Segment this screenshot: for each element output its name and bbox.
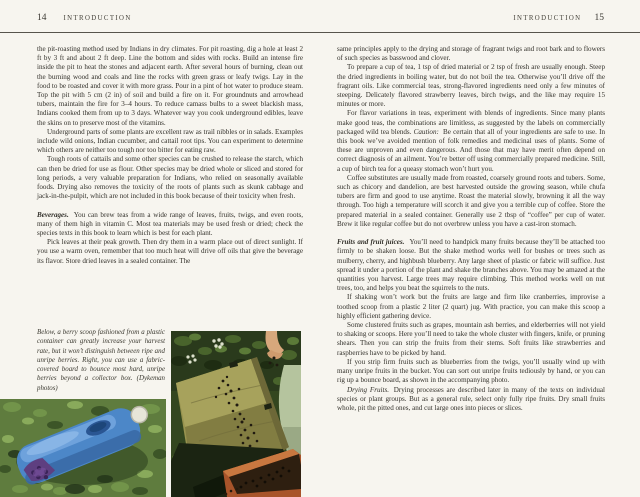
photo-berry-scoop bbox=[0, 399, 166, 497]
body-text: Drying processes are described later in many of the texts on individual species or plant groups. But as a general rule, select only fully ripe fruits. Dry small fruits whole, pit the pitted ones, and cut large ones into pieces or slices. bbox=[337, 385, 605, 412]
run-in-head: Fruits and fruit juices. bbox=[337, 238, 405, 247]
paragraph bbox=[337, 358, 605, 386]
header-rule bbox=[0, 32, 640, 33]
body-text: Tough roots of cattails and some other species can be crushed to release the starch, which can then be dried for use as flour. Other species may be dried whole or sliced and stored for long periods, a very valuable preparation for Indians, who relied on seasonally available foods. Drying also removes the toxicity of the roots of plants such as skunk cabbage and jack-in-the-pulpit, which are not included in this book because of their toxicity when fresh. bbox=[37, 155, 303, 201]
body-text: If you strip firm fruits such as blueberries from the twigs, you’ll usually wind up with many unripe fruits in the bucket. You can sort out unripe fruits tediously by hand, or you can rig up a bounce board, as shown in the accompanying photo. bbox=[337, 357, 605, 385]
paragraph bbox=[37, 128, 303, 156]
left-page-text-column bbox=[37, 45, 303, 266]
body-text: Coffee substitutes are usually made from roasted, coarsely ground roots and tubers. Some, such as chicory and dandelion, are best harvested outside the growing season, while chufa tubers are firm and good to use anytime. Roast the material slowly, browning it all the way through. Too high a temperature will scorch it and give you a terrible cup of coffee. Store the prepared material in a sealed container. Generally use 2 tbsp of “coffee” per cup of water. Brew it like regular coffee but do not overbrew unless you have a cast-iron stomach. bbox=[337, 173, 605, 228]
body-text: same principles apply to the drying and storage of fragrant twigs and root bark and to flowers of such species as basswood and clover. bbox=[337, 45, 605, 63]
body-text: Be certain that all of your ingredients are safe to use. In this book we’ve avoided mention of folk remedies and medicinal uses of plants. Some of these are unproven and even dangerous. And those that may have merit often depend on correct diagnosis of an ailment. You’re better off using commercially prepared medicine. Still, a cup of birch tea for a queasy stomach won’t hurt you. bbox=[337, 127, 605, 173]
body-text: If shaking won’t work but the fruits are large and firm like cranberries, improvise a toothed scoop from a plastic 2 liter (2 quart) jug. With practice, you can make this scoop a highly efficient gathering device. bbox=[337, 293, 605, 320]
photo-caption: Below, a berry scoop fashioned from a plastic container can greatly increase your harvest rate, but it won’t distinguish between ripe and unripe berries. Right, you can use a fabric-covered board to bounce most hard, unripe berries beyond a collector box. (Dykeman photos) bbox=[37, 329, 165, 392]
run-in-head: Drying Fruits. bbox=[347, 385, 389, 394]
run-in-head: Caution: bbox=[413, 127, 439, 136]
body-text: You’ll need to handpick many fruits because they’ll be attached too firmly to be shaken loose. But the shake method works well for bushes or trees such as mulberry, cherry, and highbush blueberry. Any large sheet of plastic or fabric will suffice. Just spread it under a portion of the plant and shake the branches above. You may be amazed at the quantities you harvest. Large trees may require climbing. This method works well on nut trees, too, and helps you beat the squirrels to the nuts. bbox=[337, 238, 605, 293]
paragraph bbox=[337, 238, 605, 293]
paragraph bbox=[337, 386, 605, 414]
page-number-right: 15 bbox=[594, 13, 604, 23]
page-header-left bbox=[37, 13, 132, 23]
paragraph bbox=[37, 155, 303, 201]
body-text: You can brew teas from a wide range of leaves, fruits, twigs, and even roots, many of them high in vitamin C. Most tea materials may be used fresh or dried; check the species texts in this book to learn which is best for each plant. bbox=[37, 210, 303, 238]
body-text: To prepare a cup of tea, 1 tsp of dried material or 2 tsp of fresh are usually enough. Steep the dried ingredients in boiling water, but do not boil the tea. Otherwise you’ll drive off the fragrant oils. Like commercial teas, strong-flavored ingredients need only a few minutes of steeping. Delicately flavored strawberry leaves, birch twigs, and the like may require 15 minutes or more. bbox=[337, 63, 605, 109]
page-header-right bbox=[513, 13, 604, 23]
paragraph bbox=[337, 45, 605, 63]
body-text: Pick leaves at their peak growth. Then dry them in a warm place out of direct sunlight. If you use a warm oven, remember that too much heat will drive off oils that give the beverage its flavor. Store dried leaves in a sealed container. The bbox=[37, 238, 303, 265]
paragraph bbox=[337, 63, 605, 109]
photo-bounce-board bbox=[171, 331, 301, 497]
body-text: Some clustered fruits such as grapes, mountain ash berries, and elderberries will not yield to shaking or scoops. Here you’ll need to take the whole cluster with fingers, knife, or pruning shears. Then you can strip the fruits from their stems. Soft fruits like strawberries and raspberries have to be picked by hand. bbox=[337, 321, 605, 357]
paragraph bbox=[37, 45, 303, 128]
running-head-left: INTRODUCTION bbox=[63, 15, 132, 22]
body-text: Underground parts of some plants are excellent raw as trail nibbles or in salads. Examples include wild onions, Indian cucumber, and cattail root tips. You can experiment to determine which others are neither too tough nor too bitter for eating raw. bbox=[37, 127, 303, 155]
right-page-text-column bbox=[337, 45, 605, 413]
paragraph bbox=[37, 238, 303, 266]
body-text: the pit-roasting method used by Indians in dry climates. For pit roasting, dig a hole at least 2 ft by 3 ft and about 2 ft deep. Line the bottom and sides with rocks. Build an intense fire inside the pit to heat the stones and adjacent earth. After several hours of burning, clean out the burning wood and coals and line the rocks with green grass or leafy twigs. Lay in the food to be roasted and cover it with more grass. Pour in a pint of hot water to produce steam. Top the pit with 5 cm (2 in) of soil and build a fire on it. For groundnuts and arrowhead tubers, maintain the fire for 3–4 hours. To reduce camass bulbs to a sweet blackish mass, Indians cooked them from up to 3 days. Whatever way you cook underground edibles, leave the skins on to preserve most of the vitamins. bbox=[37, 45, 303, 127]
paragraph bbox=[37, 211, 303, 239]
body-text: For flavor variations in teas, experiment with blends of ingredients. Since many plants make good teas, the combinations are limitless, as suggested by the labels on commercially packaged wild tea blends. bbox=[337, 109, 605, 136]
paragraph bbox=[337, 109, 605, 173]
page-number-left: 14 bbox=[37, 13, 47, 23]
paragraph bbox=[337, 293, 605, 321]
paragraph bbox=[337, 321, 605, 358]
running-head-right: INTRODUCTION bbox=[513, 15, 582, 22]
run-in-head: Beverages. bbox=[37, 210, 69, 219]
paragraph bbox=[337, 174, 605, 229]
